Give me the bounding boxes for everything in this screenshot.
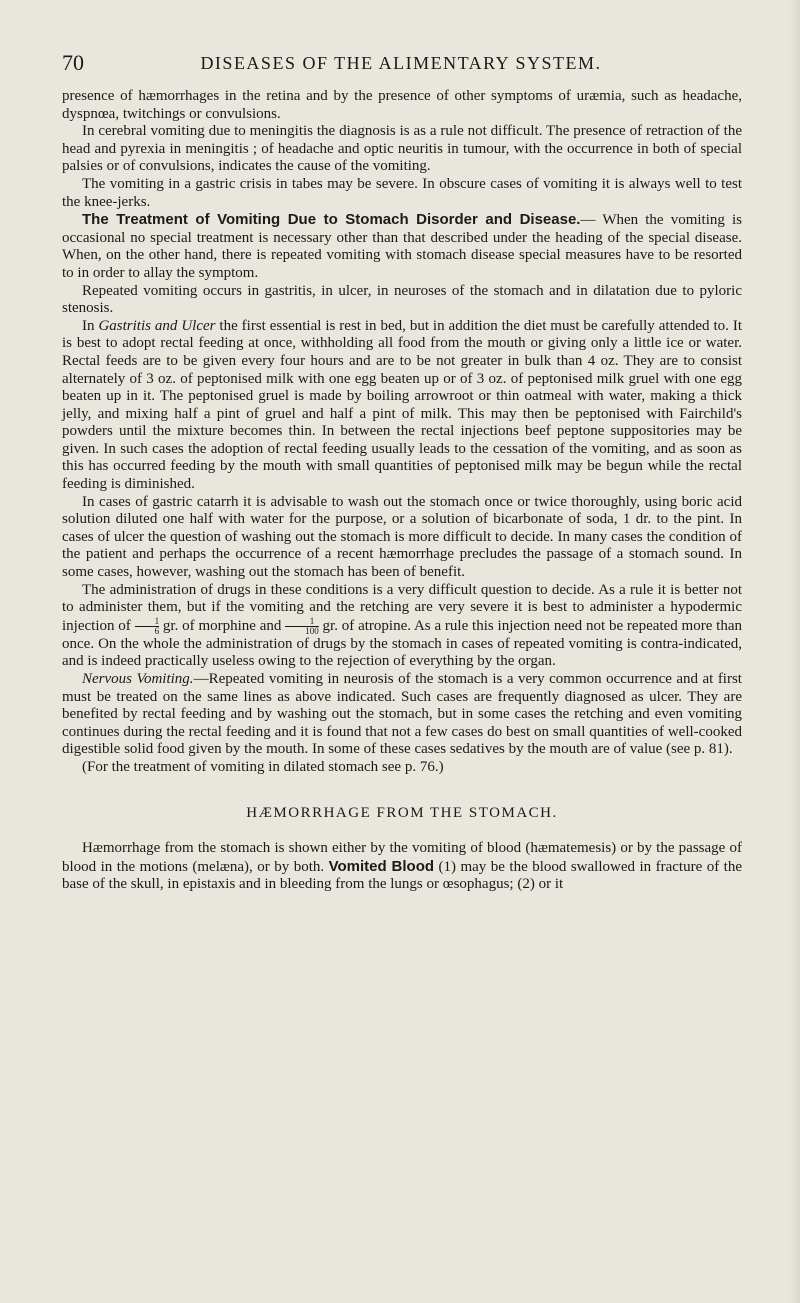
drugs-text-b: gr. of morphine and — [159, 617, 286, 634]
fraction-atropine-denominator: 100 — [305, 625, 319, 636]
drugs-text-a: The administration of drugs in these conditions is a very difficult question to decide. As a rule it is better not to administer them, but if the vomiting and the retching are very severe it is best to administer a hypodermic injection of — [62, 581, 742, 634]
paragraph-treatment — [62, 211, 742, 282]
fraction-morphine-denominator: 6 — [154, 625, 160, 636]
treatment-heading: The Treatment of Vomiting Due to Stomach Disorder and Disease. — [82, 211, 581, 229]
drugs-text-c: gr. of atropine. As a rule this injection need not be repeated more than once. On the whole the administration of drugs by the stomach in cases of repeated vomiting is contra-indicated, and is indeed practically useless owing to the rejection of everything by the organ. — [62, 617, 742, 670]
page-body — [62, 88, 742, 894]
paragraph-cerebral-vomiting: In cerebral vomiting due to meningitis the diagnosis is as a rule not difficult. The presence of retraction of the head and pyrexia in meningitis ; of headache and optic neuritis in tumour, with the occurrence in both of special palsies or of convulsions, indicates the cause of the vomiting. — [62, 123, 742, 175]
gastritis-ulcer-text: the first essential is rest in bed, but in addition the diet must be carefully attended to. It is best to adopt rectal feeding at once, withholding all food from the mouth or giving only a little ice or water. Rectal feeds are to be given every four hours and are to be not greater in bulk than 4 oz. They are to consist alternately of 3 oz. of peptonised milk with one egg beaten up or of 3 oz. of peptonised milk gruel with one egg beaten up in it. The peptonised gruel is made by boiling arrowroot or thin oatmeal with water, making a thick jelly, and mixing half a pint of gruel and half a pint of milk. This may then be peptonised with Fairchild's powders until the mixture becomes thin. In between the rectal injections beef peptone suppositories may be given. In such cases the adoption of rectal feeding usually leads to the cessation of the vomiting, and as soon as this has occurred feeding by the mouth with small quantities of peptonised milk may be begun while the rectal feeding is diminished. — [62, 317, 742, 493]
paragraph-uraemia: presence of hæmorrhages in the retina and by the presence of other symptoms of uræmia, such as headache, dyspnœa, twitchings or convulsions. — [62, 88, 742, 122]
gastritis-ulcer-label: Gastritis and Ulcer — [98, 317, 216, 334]
paragraph-gastric-catarrh: In cases of gastric catarrh it is advisable to wash out the stomach once or twice thoroughly, using boric acid solution diluted one half with water for the purpose, or a solution of bicarbonate of soda, 1 dr. to the pint. In cases of ulcer the question of washing out the stomach is more difficult to decide. In many cases the condition of the patient and perhaps the occurrence of a recent hæmorrhage precludes the passage of a stomach sound. In some cases, however, washing out the stomach has been of benefit. — [62, 493, 742, 581]
treatment-intro: — When the vomiting is occasional no special treatment is necessary other than that described under the heading of the special disease. When, on the other hand, there is repeated vomiting with stomach disease special measures have to be resorted to in order to allay the symptom. — [62, 212, 742, 281]
paragraph-nervous-vomiting — [62, 671, 742, 759]
running-title: DISEASES OF THE ALIMENTARY SYSTEM. — [200, 53, 602, 73]
page-number: 70 — [62, 50, 84, 75]
page-edge-shadow — [790, 0, 800, 1303]
fraction-morphine-numerator: 1 — [135, 617, 160, 627]
paragraph-dilated-stomach-note: (For the treatment of vomiting in dilated stomach see p. 76.) — [82, 758, 444, 775]
fraction-atropine-dose — [285, 617, 319, 636]
paragraph-gastritis-ulcer: In Gastritis and Ulcer the first essential is rest in bed, but in addition the diet must be carefully attended to. It is best to adopt rectal feeding at once, withholding all food from the mouth or giving only a little ice or water. Rectal feeds are to be given every four hours and are to be not greater in bulk than 4 oz. They are to consist alternately of 3 oz. of peptonised milk with one egg beaten up or of 3 oz. of peptonised milk gruel with one egg beaten up in it. The peptonised gruel is made by boiling arrowroot or thin oatmeal with water, making a thick jelly, and mixing half a pint of gruel and half a pint of milk. This may then be peptonised with Fairchild's powders until the mixture becomes thin. In between the rectal injections beef peptone suppositories may be given. In such cases the adoption of rectal feeding usually leads to the cessation of the vomiting, and as soon as this has occurred feeding by the mouth with small quantities of peptonised milk may be begun while the rectal feeding is diminished. — [62, 317, 742, 493]
paragraph-repeated-vomiting: Repeated vomiting occurs in gastritis, in ulcer, in neuroses of the stomach and in dilatation due to pyloric stenosis. — [62, 282, 742, 317]
fraction-atropine-numerator: 1 — [285, 617, 319, 627]
haemorrhage-text-a: Hæmorrhage from the stomach is shown either by the vomiting of blood (hæmatemesis) or by the passage of blood in the motions (melæna), or by both. — [62, 840, 742, 875]
page-header — [62, 50, 740, 80]
nervous-vomiting-text: —Repeated vomiting in neurosis of the stomach is a very common occurrence and at first must be treated on the same lines as above indicated. Such cases are frequently diagnosed as ulcer. They are benefited by rectal feeding and by washing out the stomach, but in some cases the retching and even vomiting continues during the rectal feeding and it is found that not a few cases do best on small quantities of well-cooked digestible solid food given by the mouth. In some of these cases sedatives by the mouth are of value (see p. 81). — [62, 671, 742, 758]
haemorrhage-text-b: (1) may be the blood swallowed in fracture of the base of the skull, in epistaxis and in bleeding from the lungs or œsophagus; (2) or it — [62, 858, 743, 893]
paragraph-gastric-crisis: The vomiting in a gastric crisis in tabes may be severe. In obscure cases of vomiting it is always well to test the knee-jerks. — [62, 175, 742, 210]
paragraph-drugs — [62, 582, 742, 671]
nervous-vomiting-label: Nervous Vomiting. — [82, 671, 194, 687]
section-heading-haemorrhage: HÆMORRHAGE FROM THE STOMACH. — [246, 804, 558, 821]
vomited-blood-label: Vomited Blood — [328, 857, 435, 875]
paragraph-haemorrhage — [62, 840, 742, 894]
fraction-morphine-dose — [135, 617, 160, 636]
